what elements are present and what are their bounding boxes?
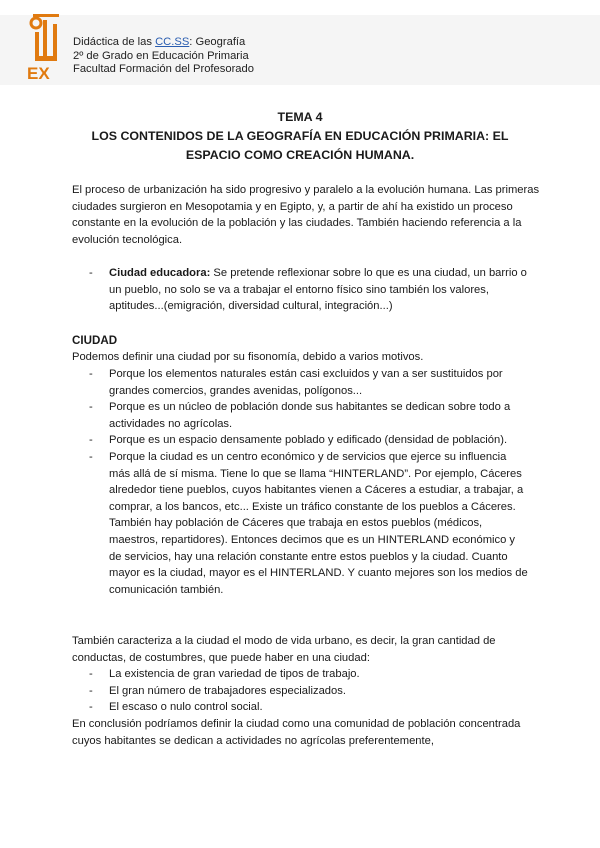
ciudad-reasons-list <box>89 366 529 598</box>
section-heading-ciudad: CIUDAD <box>72 334 118 347</box>
header-line-faculty: Facultad Formación del Profesorado <box>73 63 254 75</box>
ciudad-intro: Podemos definir una ciudad por su fisonomía, debido a varios motivos. <box>72 351 424 363</box>
list-item: - Porque los elementos naturales están casi excluidos y van a ser sustituidos por grandes comercios, grandes avenidas, polígonos... <box>89 368 503 397</box>
list-item: - Ciudad educadora: Se pretende reflexionar sobre lo que es una ciudad, un barrio o un pueblo, no solo se va a trabajar el entorno físico sino también los valores, aptitudes...(emigración, diversidad cultural, integración...) <box>89 267 527 313</box>
list-item: - Porque es un núcleo de población donde sus habitantes se dedican sobre todo a actividades no agrícolas. <box>89 401 511 430</box>
header-text <box>73 36 254 77</box>
educadora-list <box>89 265 529 315</box>
list-item: - El escaso o nulo control social. <box>89 701 263 714</box>
header-line-grade: 2º de Grado en Educación Primaria <box>73 49 249 62</box>
urbano-intro: También caracteriza a la ciudad el modo de vida urbano, es decir, la gran cantidad de conductas, de costumbres, que puede haber en una ciudad: <box>72 635 496 664</box>
title-tema: TEMA 4 <box>277 110 323 124</box>
header-line-course: Didáctica de las CC.SS: Geografía <box>73 36 246 48</box>
document-title <box>40 108 560 165</box>
uex-logo-text: EX <box>27 64 50 82</box>
educadora-label: Ciudad educadora: <box>109 267 211 279</box>
title-line-2: LOS CONTENIDOS DE LA GEOGRAFÍA EN EDUCACIÓN PRIMARIA: EL <box>91 129 509 143</box>
list-item: - Porque la ciudad es un centro económico y de servicios que ejerce su influencia más allá de sí misma. Tiene lo que se llama “HINTERLAND”. Por ejemplo, Cáceres alrededor tiene pueblos, cuyos habitantes vienen a Cáceres a estudiar, a trabajar, a comprar, a los bancos, etc... Existe un tráfico constante de los pueblos a Cáceres. También hay población de Cáceres que trabaja en estos pueblos (médicos, maestros, repartidores). Entonces decimos que es un HINTERLAND económico y de servicios, hay una relación constante entre estos pueblos y la ciudad. Cuanto mayor es la ciudad, mayor es el HINTERLAND. Y cuanto mejores son los medios de comunicación también. <box>89 450 528 596</box>
uex-logo-emblem <box>31 14 59 61</box>
uex-logo <box>25 14 67 82</box>
ccss-link[interactable]: CC.SS <box>155 36 190 48</box>
urbano-list <box>89 666 529 716</box>
intro-paragraph: El proceso de urbanización ha sido progresivo y paralelo a la evolución humana. Las primeras ciudades surgieron en Mesopotamia y en Egipto, y, a partir de ahí ha existido un proceso constante en la evolución de la población y las ciudades. También haciendo referencia a la evolución tecnológica. <box>72 184 540 246</box>
list-item: - La existencia de gran variedad de tipos de trabajo. <box>89 668 360 680</box>
conclusion-paragraph: En conclusión podríamos definir la ciudad como una comunidad de población concentrada cuyos habitantes se dedican a actividades no agrícolas preferentemente, <box>72 718 521 747</box>
list-item: - El gran número de trabajadores especializados. <box>89 684 346 697</box>
list-item: - Porque es un espacio densamente poblado y edificado (densidad de población). <box>89 434 508 447</box>
title-line-3: ESPACIO COMO CREACIÓN HUMANA. <box>185 148 415 162</box>
